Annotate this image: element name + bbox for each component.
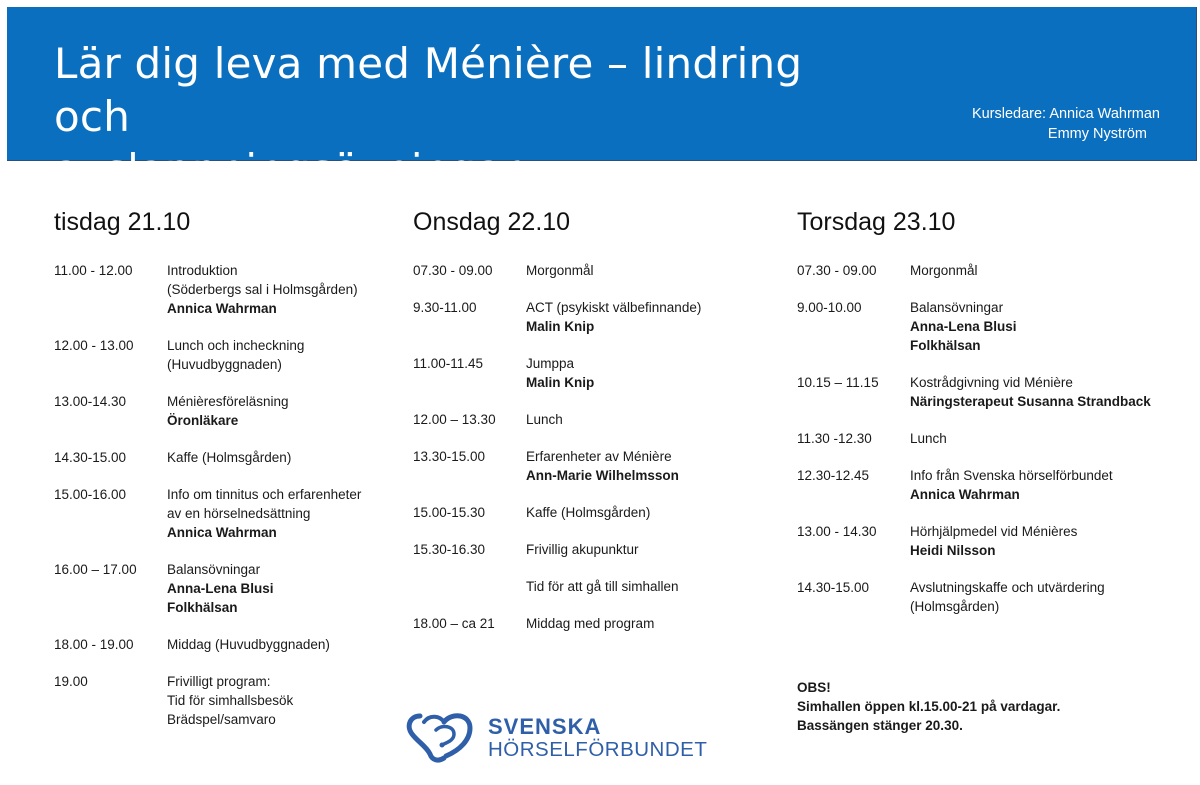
entry-presenter: Folkhälsan	[910, 338, 981, 353]
entry-text: (Söderbergs sal i Holmsgården)	[167, 282, 358, 297]
entry-text: Kostrådgivning vid Ménière	[910, 375, 1073, 390]
entry-description	[910, 578, 1105, 616]
schedule-list	[54, 261, 361, 729]
entry-time: 12.00 – 13.30	[413, 412, 496, 427]
schedule-entry	[413, 447, 701, 485]
entry-description	[526, 540, 639, 559]
entry-description	[167, 672, 293, 729]
entry-description	[910, 373, 1151, 411]
entry-presenter: Annica Wahrman	[167, 525, 277, 540]
page-title-line-2: avslappningsövningar	[54, 145, 520, 194]
entry-presenter: Malin Knip	[526, 319, 595, 334]
entry-text: Kaffe (Holmsgården)	[167, 450, 292, 465]
course-leaders	[972, 104, 1160, 144]
schedule-entry	[797, 298, 1151, 355]
schedule-entry	[797, 373, 1151, 411]
entry-time: 19.00	[54, 674, 88, 689]
entry-description	[526, 503, 650, 522]
entry-text: Frivillig akupunktur	[526, 542, 639, 557]
entry-presenter: Annica Wahrman	[167, 301, 277, 316]
entry-time: 18.00 – ca 21	[413, 616, 495, 631]
entry-description	[526, 354, 594, 392]
entry-description	[526, 447, 679, 485]
schedule-entry	[54, 448, 361, 467]
heart-ear-icon	[406, 710, 476, 766]
entry-presenter: Malin Knip	[526, 375, 595, 390]
entry-text: Info om tinnitus och erfarenheter	[167, 487, 362, 502]
day-column-wednesday	[413, 205, 701, 651]
notice-box	[797, 678, 1060, 735]
entry-presenter: Ann-Marie Wilhelmsson	[526, 468, 679, 483]
organization-logo	[406, 710, 726, 770]
entry-time: 11.00 - 12.00	[54, 263, 133, 278]
course-leaders-line-1: Kursledare: Annica Wahrman	[971, 106, 1160, 122]
entry-text: Tid för simhallsbesök	[167, 693, 294, 708]
schedule-entry	[413, 503, 701, 522]
entry-presenter: Heidi Nilsson	[910, 543, 996, 558]
entry-presenter: Annica Wahrman	[910, 487, 1020, 502]
entry-text: (Huvudbyggnaden)	[167, 357, 282, 372]
entry-text: Lunch	[526, 412, 563, 427]
schedule-entry	[413, 298, 701, 336]
notice-heading: OBS!	[797, 680, 831, 695]
entry-text: Erfarenheter av Ménière	[526, 449, 672, 464]
page-title	[54, 37, 874, 196]
entry-description	[526, 298, 701, 336]
entry-text: (Holmsgården)	[910, 599, 1000, 614]
entry-presenter: Näringsterapeut Susanna Strandback	[910, 394, 1151, 409]
entry-time: 15.00-16.00	[54, 487, 127, 502]
entry-description	[167, 560, 274, 617]
entry-description	[526, 577, 679, 596]
entry-time: 13.00 - 14.30	[797, 524, 877, 539]
entry-description	[910, 261, 978, 280]
entry-time	[413, 577, 526, 596]
day-title: tisdag 21.10	[54, 208, 191, 236]
entry-description	[910, 298, 1017, 355]
schedule-list	[413, 261, 701, 633]
schedule-entry	[413, 577, 701, 596]
entry-description	[910, 522, 1077, 560]
entry-text: Lunch	[910, 431, 947, 446]
entry-text: Info från Svenska hörselförbundet	[910, 468, 1113, 483]
logo-text	[488, 716, 707, 762]
schedule-entry	[797, 261, 1151, 280]
entry-time: 14.30-15.00	[54, 450, 127, 465]
schedule-entry	[413, 614, 701, 633]
notice-line: Bassängen stänger 20.30.	[797, 718, 963, 733]
schedule-entry	[54, 485, 361, 542]
entry-description	[526, 261, 594, 280]
entry-time: 9.30-11.00	[413, 300, 477, 315]
entry-description	[167, 485, 361, 542]
entry-time: 11.00-11.45	[413, 356, 484, 371]
entry-text: Avslutningskaffe och utvärdering	[910, 580, 1105, 595]
day-title: Torsdag 23.10	[797, 208, 956, 236]
course-leaders-line-2: Emmy Nyström	[1047, 126, 1147, 142]
entry-time: 07.30 - 09.00	[413, 263, 493, 278]
entry-text: Lunch och incheckning	[167, 338, 305, 353]
day-title: Onsdag 22.10	[413, 208, 571, 236]
schedule-list	[797, 261, 1151, 616]
entry-text: Middag med program	[526, 616, 655, 631]
entry-presenter: Anna-Lena Blusi	[167, 581, 274, 596]
entry-time: 18.00 - 19.00	[54, 637, 134, 652]
entry-description	[167, 261, 358, 318]
entry-time: 14.30-15.00	[797, 580, 870, 595]
entry-text: Ménièresföreläsning	[167, 394, 289, 409]
header-banner	[7, 7, 1197, 194]
entry-text: ACT (psykiskt välbefinnande)	[526, 300, 702, 315]
entry-text: Kaffe (Holmsgården)	[526, 505, 651, 520]
entry-text: av en hörselnedsättning	[167, 506, 311, 521]
entry-description	[167, 448, 291, 467]
entry-description	[167, 336, 304, 374]
entry-time: 12.30-12.45	[797, 468, 870, 483]
entry-time: 15.00-15.30	[413, 505, 486, 520]
day-column-thursday	[797, 205, 1151, 634]
entry-text: Morgonmål	[910, 263, 978, 278]
entry-presenter: Folkhälsan	[167, 600, 238, 615]
schedule-entry	[413, 354, 701, 392]
entry-text: Hörhjälpmedel vid Ménières	[910, 524, 1078, 539]
entry-description	[910, 429, 947, 448]
notice-line: Simhallen öppen kl.15.00-21 på vardagar.	[797, 699, 1061, 714]
entry-description	[526, 614, 654, 633]
entry-time: 10.15 – 11.15	[797, 375, 879, 390]
schedule-entry	[797, 522, 1151, 560]
entry-time: 9.00-10.00	[797, 300, 862, 315]
entry-text: Balansövningar	[167, 562, 261, 577]
entry-time: 15.30-16.30	[413, 542, 486, 557]
entry-time: 12.00 - 13.00	[54, 338, 134, 353]
entry-text: Middag (Huvudbyggnaden)	[167, 637, 330, 652]
page-title-line-1: Lär dig leva med Ménière – lindring och	[54, 39, 803, 141]
day-column-tuesday	[54, 205, 361, 747]
entry-presenter: Öronläkare	[167, 413, 239, 428]
schedule-entry	[54, 560, 361, 617]
schedule-entry	[54, 392, 361, 430]
schedule-entry	[54, 672, 361, 729]
schedule-entry	[797, 429, 1151, 448]
schedule-entry	[797, 578, 1151, 616]
schedule-entry	[413, 261, 701, 280]
entry-time: 07.30 - 09.00	[797, 263, 877, 278]
entry-time: 11.30 -12.30	[797, 431, 872, 446]
schedule-entry	[413, 540, 701, 559]
entry-time: 13.00-14.30	[54, 394, 127, 409]
entry-description	[910, 466, 1113, 504]
schedule-entry	[413, 410, 701, 429]
entry-text: Tid för att gå till simhallen	[526, 579, 679, 594]
entry-text: Frivilligt program:	[167, 674, 271, 689]
entry-time: 13.30-15.00	[413, 449, 486, 464]
schedule-entry	[797, 466, 1151, 504]
entry-description	[167, 635, 330, 654]
schedule-entry	[54, 336, 361, 374]
entry-text: Brädspel/samvaro	[167, 712, 276, 727]
schedule-entry	[54, 635, 361, 654]
entry-time: 16.00 – 17.00	[54, 562, 137, 577]
entry-text: Jumppa	[526, 356, 575, 371]
schedule-entry	[54, 261, 361, 318]
logo-text-line-2: HÖRSELFÖRBUNDET	[488, 738, 708, 761]
entry-presenter: Anna-Lena Blusi	[910, 319, 1017, 334]
entry-description	[167, 392, 289, 430]
entry-text: Introduktion	[167, 263, 238, 278]
entry-description	[526, 410, 563, 429]
logo-text-line-1: SVENSKA	[488, 714, 602, 739]
entry-text: Balansövningar	[910, 300, 1004, 315]
entry-text: Morgonmål	[526, 263, 594, 278]
